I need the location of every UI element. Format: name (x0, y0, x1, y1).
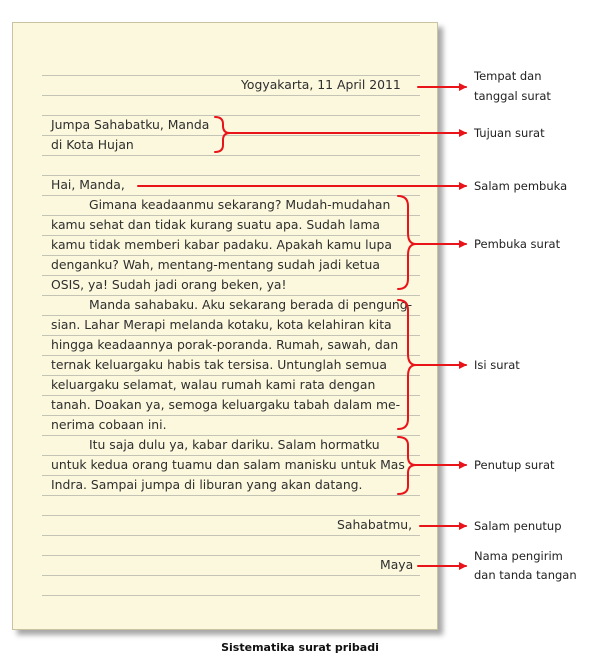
content-line: tanah. Doakan ya, semoga keluargaku tabah dalam me- (51, 397, 401, 412)
label-content: Isi surat (474, 358, 520, 372)
content-line: sian. Lahar Merapi melanda kotaku, kota kelahiran kita (51, 317, 392, 332)
opening-line: OSIS, ya! Sudah jadi orang beken, ya! (51, 277, 287, 292)
label-closing: Penutup surat (474, 458, 555, 472)
closing-line: Indra. Sampai jumpa di liburan yang akan datang. (51, 477, 363, 492)
opening-line: denganku? Wah, mentang-mentang sudah jadi ketua (51, 257, 380, 272)
content-line: nerima cobaan ini. (51, 417, 167, 432)
content-brace (398, 300, 416, 429)
place-date: Yogyakarta, 11 April 2011 (241, 77, 401, 92)
opening-line: kamu tidak memberi kabar padaku. Apakah kamu lupa (51, 237, 392, 252)
opening-line: kamu sehat dan tidak kurang suatu apa. Sudah lama (51, 217, 380, 232)
closing-salutation: Sahabatmu, (337, 517, 413, 532)
opening-line: Gimana keadaanmu sekarang? Mudah-mudahan (89, 197, 391, 212)
sender-name: Maya (380, 557, 414, 572)
content-line: hingga keadaannya porak-poranda. Rumah, sawah, dan (51, 337, 399, 352)
label-sender: dan tanda tangan (474, 568, 577, 582)
opening-brace (398, 196, 416, 289)
closing-line: Itu saja dulu ya, kabar dariku. Salam hormatku (89, 437, 380, 452)
figure-caption: Sistematika surat pribadi (221, 641, 379, 654)
recipient-line: di Kota Hujan (51, 137, 134, 152)
label-opening: Pembuka surat (474, 237, 561, 251)
label-place-date: Tempat dan (474, 69, 542, 83)
label-closing-salutation: Salam penutup (474, 519, 562, 533)
greeting: Hai, Manda, (51, 177, 125, 192)
label-sender: Nama pengirim (474, 549, 563, 563)
recipient-brace (215, 117, 230, 152)
recipient-line: Jumpa Sahabatku, Manda (51, 117, 210, 132)
label-recipient: Tujuan surat (474, 126, 545, 140)
closing-line: untuk kedua orang tuamu dan salam manisku untuk Mas (51, 457, 405, 472)
closing-brace (398, 437, 416, 494)
content-line: keluargaku selamat, walau rumah kami rata dengan (51, 377, 376, 392)
label-place-date: tanggal surat (474, 89, 551, 103)
content-line: Manda sahabaku. Aku sekarang berada di pengung- (89, 297, 413, 312)
content-line: ternak keluargaku habis tak tersisa. Untunglah semua (51, 357, 387, 372)
label-greeting: Salam pembuka (474, 179, 568, 193)
